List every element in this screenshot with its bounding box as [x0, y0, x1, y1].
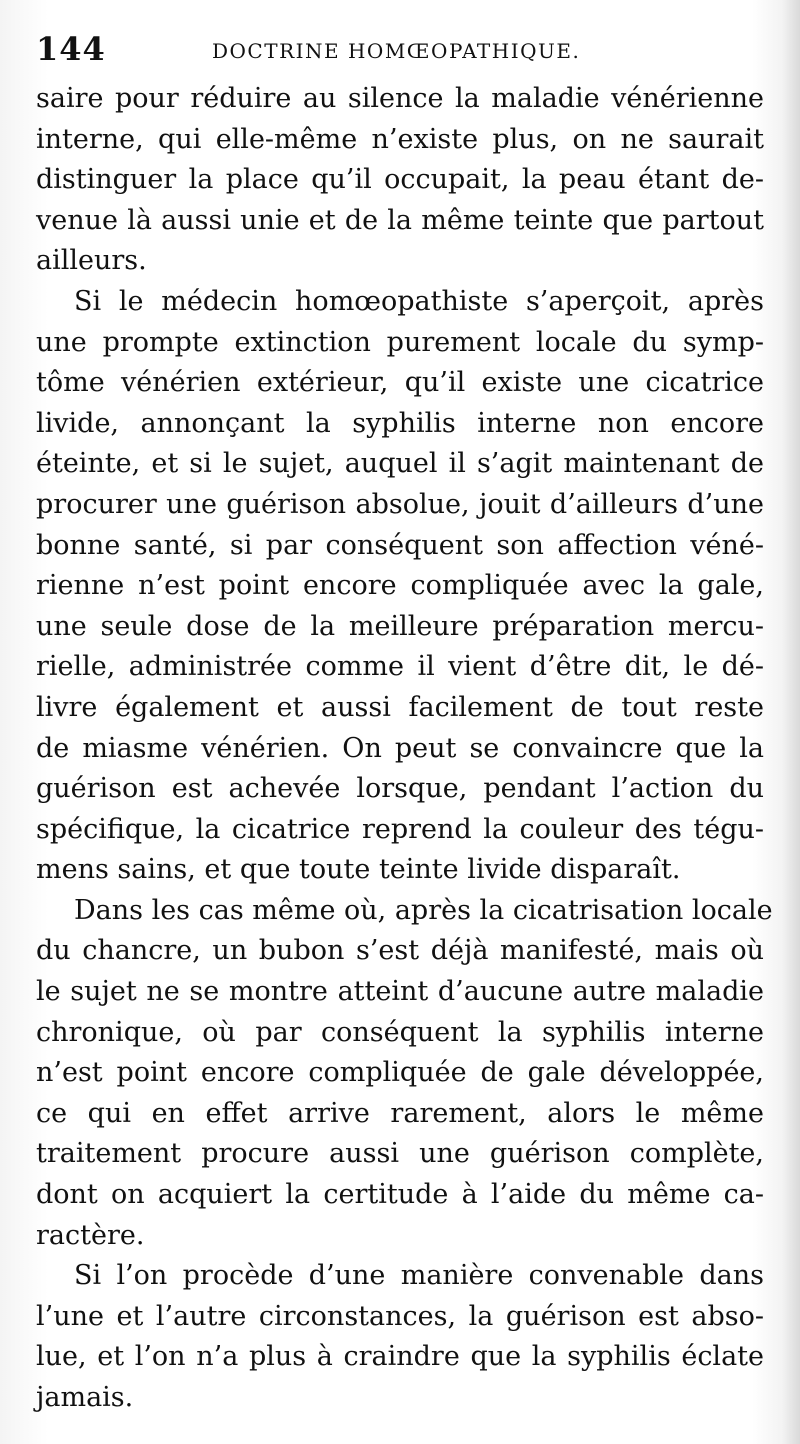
page-number: 144 — [36, 30, 106, 68]
text-line: rienne n’est point encore compliquée avec la gale, — [36, 570, 764, 602]
text-line: mens sains, et que toute teinte livide disparaît. — [36, 854, 681, 886]
text-line: traitement procure aussi une guérison complète, — [36, 1138, 764, 1170]
text-line: l’une et l’autre circonstances, la guérison est abso- — [36, 1300, 764, 1332]
text-line: lue, et l’on n’a plus à craindre que la syphilis éclate — [36, 1341, 764, 1373]
text-line: ailleurs. — [36, 245, 147, 277]
paragraph-first-line: Si l’on procède d’une manière convenable dans — [74, 1260, 764, 1292]
text-line: ce qui en effet arrive rarement, alors le même — [36, 1097, 764, 1129]
text-line: une seule dose de la meilleure préparation mercu- — [36, 610, 764, 642]
text-line: dont on acquiert la certitude à l’aide du même ca- — [36, 1179, 764, 1211]
text-line: spécifique, la cicatrice reprend la couleur des tégu- — [36, 813, 764, 845]
text-line: jamais. — [36, 1382, 134, 1413]
text-line: une prompte extinction purement locale du symp- — [36, 326, 764, 358]
paragraph-first-line: Dans les cas même où, après la cicatrisation locale — [74, 894, 773, 926]
body-text — [36, 79, 773, 1419]
text-line: n’est point encore compliquée de gale développée, — [36, 1057, 764, 1089]
text-line: distinguer la place qu’il occupait, la peau étant de- — [36, 164, 764, 196]
page-header — [36, 30, 766, 76]
page-edge-shadow — [782, 0, 800, 1444]
text-line: procurer une guérison absolue, jouit d’ailleurs d’une — [36, 488, 764, 520]
running-head: DOCTRINE HOMŒOPATHIQUE. — [212, 39, 581, 63]
text-line: saire pour réduire au silence la maladie vénérienne — [36, 83, 764, 114]
text-line: interne, qui elle-même n’existe plus, on ne saurait — [36, 123, 764, 155]
text-line: livre également et aussi facilement de tout reste — [36, 691, 764, 723]
text-line: chronique, où par conséquent la syphilis interne — [36, 1016, 764, 1048]
text-line: bonne santé, si par conséquent son affection véné- — [36, 529, 764, 561]
text-line: tôme vénérien extérieur, qu’il existe une cicatrice — [36, 367, 764, 399]
text-line: livide, annonçant la syphilis interne non encore — [36, 407, 764, 439]
text-line: guérison est achevée lorsque, pendant l’action du — [36, 773, 764, 805]
text-line: rielle, administrée comme il vient d’être dit, le dé- — [36, 651, 764, 683]
text-line: éteinte, et si le sujet, auquel il s’agit maintenant de — [36, 448, 764, 480]
text-line: du chancre, un bubon s’est déjà manifesté, mais où — [36, 935, 764, 967]
text-line: le sujet ne se montre atteint d’aucune autre maladie — [36, 976, 764, 1008]
text-line: ractère. — [36, 1219, 145, 1251]
text-line: venue là aussi unie et de la même teinte que partout — [36, 204, 764, 236]
paragraph-first-line: Si le médecin homœopathiste s’aperçoit, après — [74, 285, 764, 317]
text-line: de miasme vénérien. On peut se convaincre que la — [36, 732, 764, 764]
